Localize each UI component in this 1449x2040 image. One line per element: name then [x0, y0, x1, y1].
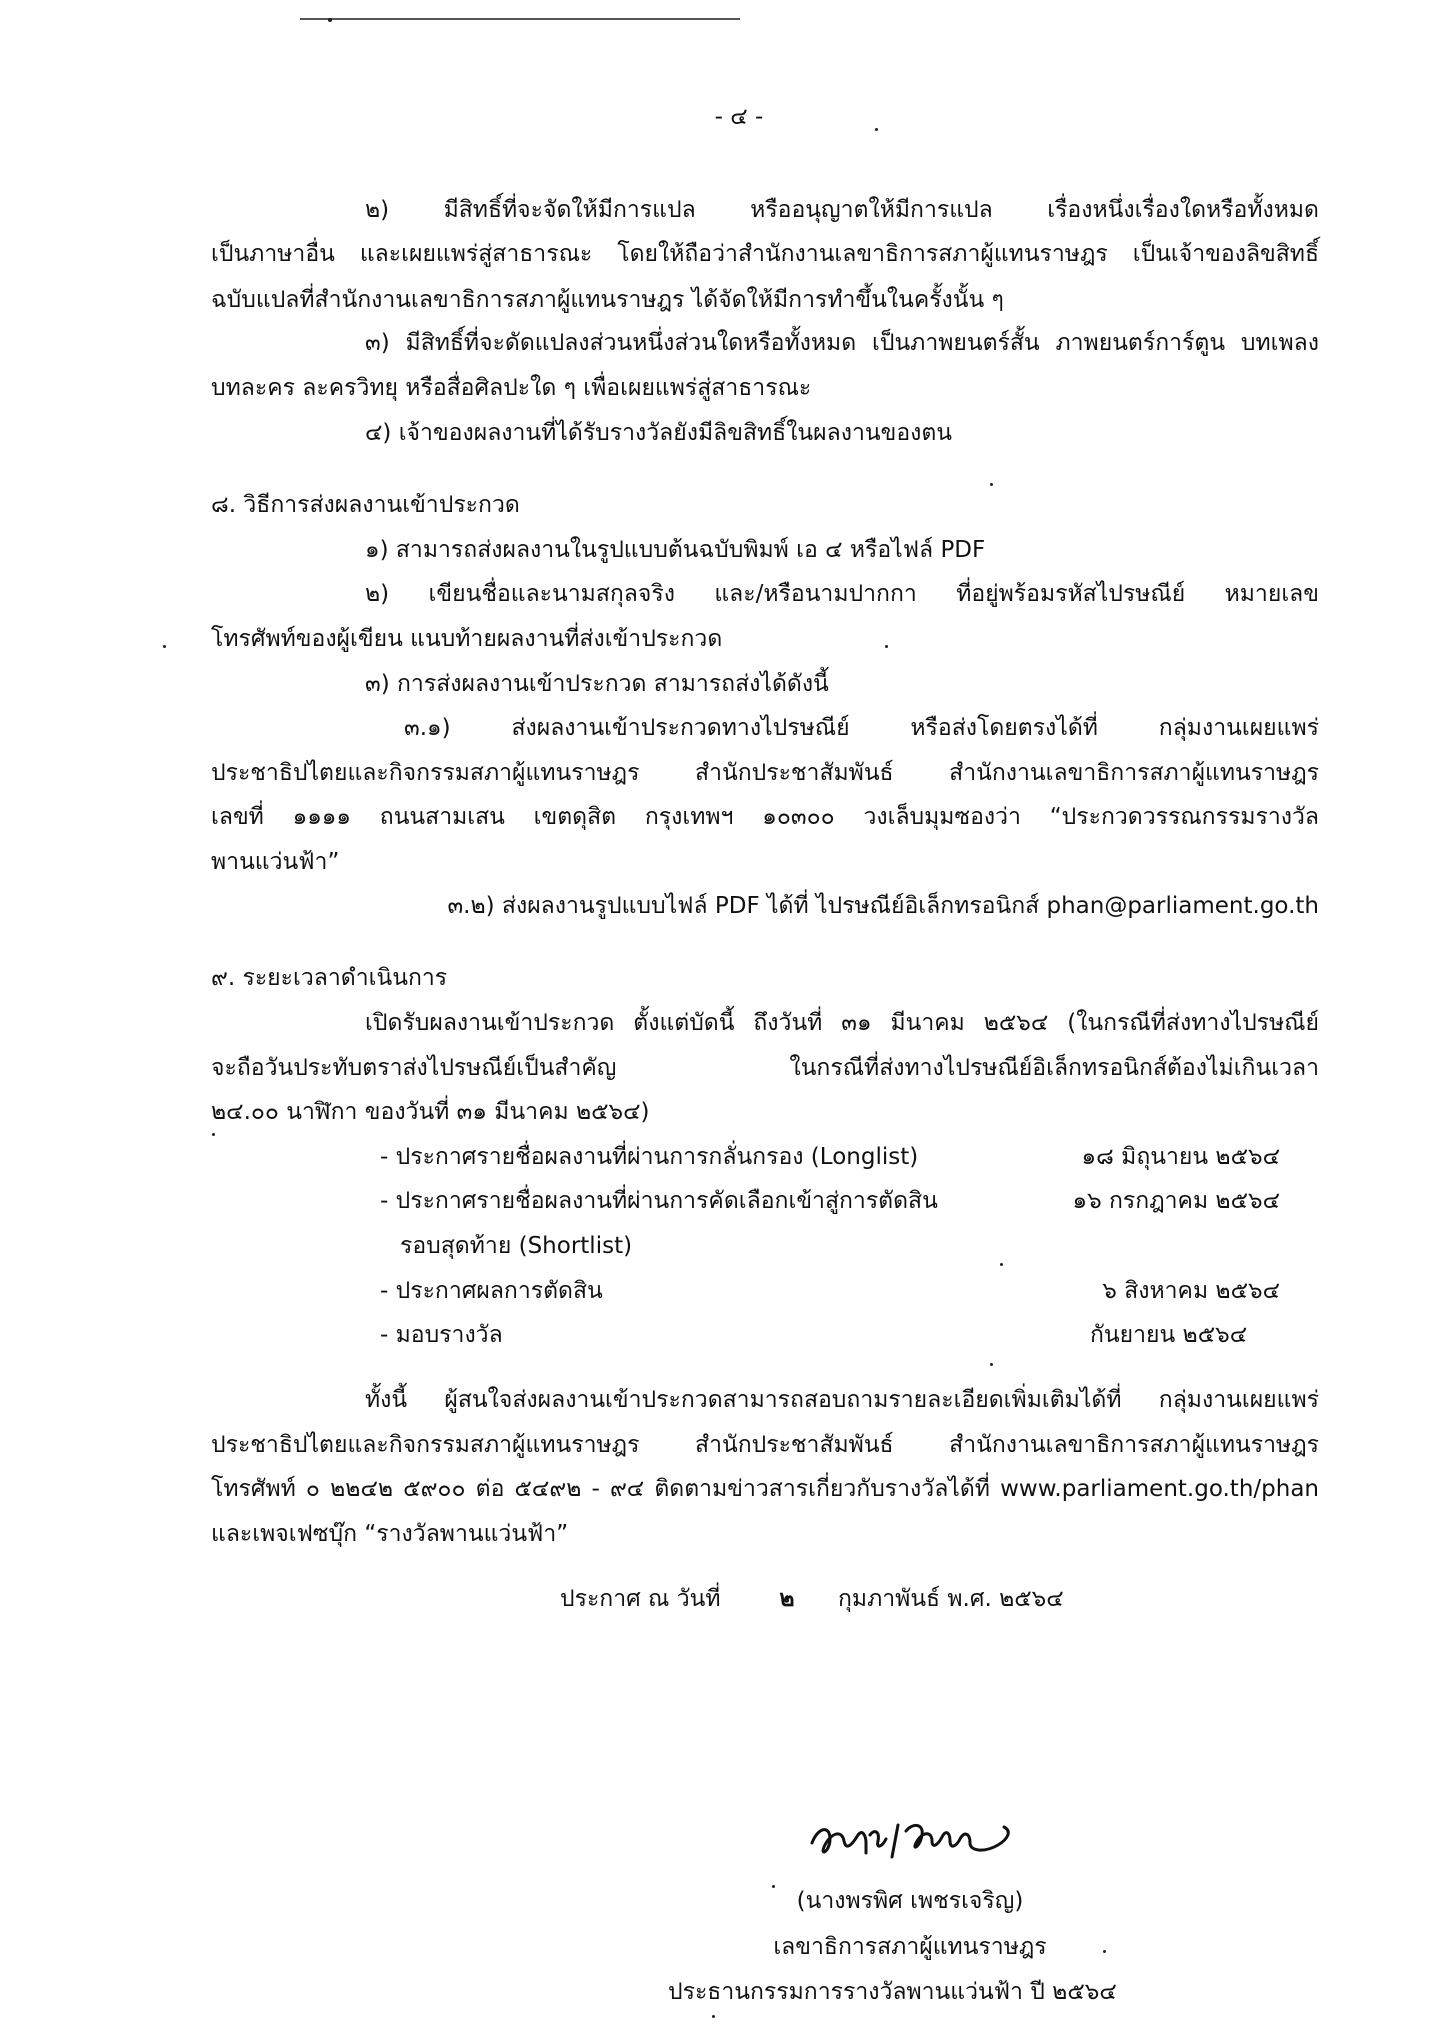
- section-8-item-3-1-line-2: ประชาธิปไตยและกิจกรรมสภาผู้แทนราษฎร สำนักประชาสัมพันธ์ สำนักงานเลขาธิการสภาผู้แทนราษฎร: [211, 760, 1319, 786]
- signature-handwritten: [800, 1805, 1050, 1875]
- closing-line-2: ประชาธิปไตยและกิจกรรมสภาผู้แทนราษฎร สำนักประชาสัมพันธ์ สำนักงานเลขาธิการสภาผู้แทนราษฎร: [211, 1432, 1319, 1458]
- closing-line-1: ทั้งนี้ ผู้สนใจส่งผลงานเข้าประกวดสามารถสอบถามรายละเอียดเพิ่มเติมได้ที่ กลุ่มงานเผยแพร่: [365, 1387, 1319, 1413]
- closing-line-3: โทรศัพท์ ๐ ๒๒๔๒ ๕๙๐๐ ต่อ ๕๔๙๒ - ๙๔ ติดตามข่าวสารเกี่ยวกับรางวัลได้ที่ www.parliament.go.th/phan: [211, 1476, 1319, 1502]
- scan-speck: [875, 128, 878, 131]
- scan-speck: [990, 1363, 993, 1366]
- scan-speck: [1000, 1263, 1003, 1266]
- signatory-role: ประธานกรรมการรางวัลพานแว่นฟ้า ปี ๒๕๖๔: [668, 1979, 1117, 2005]
- announcement-prefix: ประกาศ ณ วันที่: [560, 1586, 721, 1612]
- closing-line-4: และเพจเฟซบุ๊ก “รางวัลพานแว่นฟ้า”: [211, 1521, 569, 1547]
- announcement-month-year: กุมภาพันธ์ พ.ศ. ๒๕๖๔: [838, 1586, 1064, 1612]
- rights-3-line-1: ๓) มีสิทธิ์ที่จะดัดแปลงส่วนหนึ่งส่วนใดหรือทั้งหมด เป็นภาพยนตร์สั้น ภาพยนตร์การ์ตูน บทเพลง: [365, 330, 1319, 356]
- rights-4-line-1: ๔) เจ้าของผลงานที่ได้รับรางวัลยังมีลิขสิทธิ์ในผลงานของตน: [365, 420, 953, 446]
- page-number: - ๔ -: [714, 104, 764, 130]
- signatory-name: (นางพรพิศ เพชรเจริญ): [796, 1888, 1024, 1914]
- section-8-item-3: ๓) การส่งผลงานเข้าประกวด สามารถส่งได้ดังนี้: [365, 671, 829, 697]
- section-9-line-3: ๒๔.๐๐ นาฬิกา ของวันที่ ๓๑ มีนาคม ๒๕๖๔): [211, 1099, 650, 1125]
- schedule-event-continuation: รอบสุดท้าย (Shortlist): [400, 1233, 633, 1259]
- scan-speck: [990, 483, 993, 486]
- section-8-item-2-line-1: ๒) เขียนชื่อและนามสกุลจริง และ/หรือนามปากกา ที่อยู่พร้อมรหัสไปรษณีย์ หมายเลข: [365, 581, 1319, 607]
- section-9-line-2: จะถือวันประทับตราส่งไปรษณีย์เป็นสำคัญ ในกรณีที่ส่งทางไปรษณีย์อิเล็กทรอนิกส์ต้องไม่เกินเวลา: [211, 1055, 1319, 1081]
- schedule-date: กันยายน ๒๕๖๔: [1090, 1322, 1248, 1348]
- rights-3-line-2: บทละคร ละครวิทยุ หรือสื่อศิลปะใด ๆ เพื่อเผยแพร่สู่สาธารณะ: [211, 375, 812, 401]
- schedule-event: - ประกาศรายชื่อผลงานที่ผ่านการคัดเลือกเข้าสู่การตัดสิน: [380, 1188, 938, 1214]
- schedule-event: - มอบรางวัล: [380, 1322, 503, 1348]
- section-9-line-1: เปิดรับผลงานเข้าประกวด ตั้งแต่บัดนี้ ถึงวันที่ ๓๑ มีนาคม ๒๕๖๔ (ในกรณีที่ส่งทางไปรษณีย์: [365, 1010, 1319, 1036]
- rights-2-line-3: ฉบับแปลที่สำนักงานเลขาธิการสภาผู้แทนราษฎร ได้จัดให้มีการทำขึ้นในครั้งนั้น ๆ: [211, 287, 1004, 313]
- scan-speck: [212, 1133, 215, 1136]
- section-8-item-3-1-line-1: ๓.๑) ส่งผลงานเข้าประกวดทางไปรษณีย์ หรือส่งโดยตรงได้ที่ กลุ่มงานเผยแพร่: [404, 715, 1319, 741]
- schedule-date: ๖ สิงหาคม ๒๕๖๔: [1102, 1278, 1280, 1304]
- section-8-item-3-1-line-4: พานแว่นฟ้า”: [211, 849, 340, 875]
- section-8-heading: ๘. วิธีการส่งผลงานเข้าประกวด: [211, 492, 520, 518]
- schedule-event: - ประกาศรายชื่อผลงานที่ผ่านการกลั่นกรอง (Longlist): [380, 1144, 919, 1170]
- scan-speck: [163, 645, 166, 648]
- section-8-item-3-1-line-3: เลขที่ ๑๑๑๑ ถนนสามเสน เขตดุสิต กรุงเทพฯ ๑๐๓๐๐ วงเล็บมุมซองว่า “ประกวดวรรณกรรมรางวัล: [211, 804, 1319, 830]
- scan-edge-line: [300, 18, 740, 20]
- scan-speck: [885, 645, 888, 648]
- section-8-item-2-line-2: โทรศัพท์ของผู้เขียน แนบท้ายผลงานที่ส่งเข้าประกวด: [211, 626, 723, 652]
- section-8-item-1: ๑) สามารถส่งผลงานในรูปแบบต้นฉบับพิมพ์ เอ ๔ หรือไฟล์ PDF: [365, 537, 986, 563]
- signatory-position: เลขาธิการสภาผู้แทนราษฎร: [773, 1934, 1047, 1960]
- schedule-date: ๑๘ มิถุนายน ๒๕๖๔: [1081, 1144, 1280, 1170]
- announcement-day: ๒: [779, 1586, 795, 1612]
- schedule-date: ๑๖ กรกฎาคม ๒๕๖๔: [1072, 1188, 1280, 1214]
- section-8-item-3-2: ๓.๒) ส่งผลงานรูปแบบไฟล์ PDF ได้ที่ ไปรษณีย์อิเล็กทรอนิกส์ phan@parliament.go.th: [447, 893, 1319, 919]
- scan-speck: [328, 18, 332, 22]
- section-9-heading: ๙. ระยะเวลาดำเนินการ: [211, 965, 448, 991]
- rights-2-line-2: เป็นภาษาอื่น และเผยแพร่สู่สาธารณะ โดยให้ถือว่าสำนักงานเลขาธิการสภาผู้แทนราษฎร เป็นเจ้าของลิขสิทธิ์: [211, 241, 1319, 267]
- rights-2-line-1: ๒) มีสิทธิ์ที่จะจัดให้มีการแปล หรืออนุญาตให้มีการแปล เรื่องหนึ่งเรื่องใดหรือทั้งหมด: [365, 197, 1319, 223]
- scan-speck: [712, 2015, 715, 2018]
- schedule-event: - ประกาศผลการตัดสิน: [380, 1278, 603, 1304]
